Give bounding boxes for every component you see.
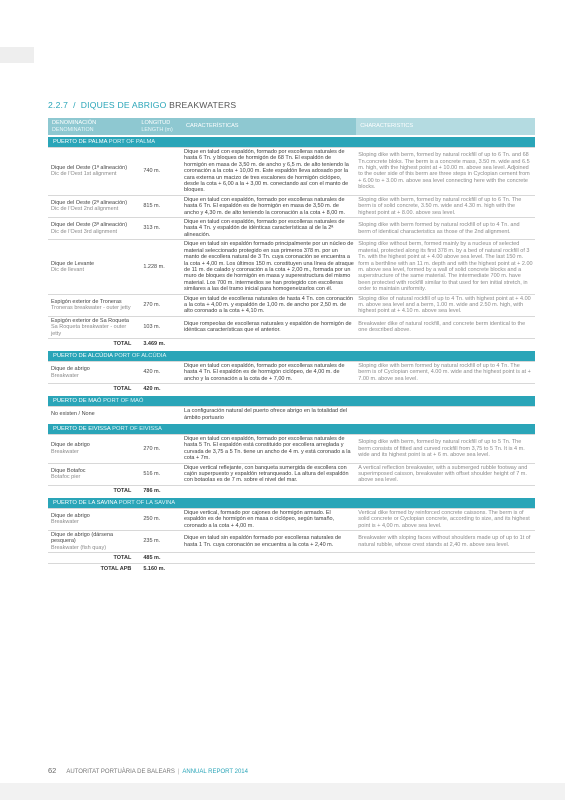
breakwater-name <box>48 148 137 196</box>
breakwater-length: 250 m. <box>137 508 182 530</box>
breakwater-length: 815 m. <box>137 195 182 217</box>
breakwater-name-en: Botafoc pier <box>51 474 81 481</box>
breakwater-name <box>48 316 137 338</box>
description-en: Sloping dike without berm, formed mainly by a nucleus of selected material, protected along its first 378 m. by a bed of natural rockfill of 3 Tn. with the highest point at + 4.00 above sea level. The last 150 m. form a berthline with an 11 m. depth and with the highest point at + 2.00 m. above sea level, formed by a wall of solid concrete blocks and a superstructure of the same material. The intermediate 700 m. have been protected with rockfill similar to that used for ten initial stretch, in order to maintain uniformity. <box>356 240 535 294</box>
total-value: 420 m. <box>137 384 182 396</box>
group-row <box>48 497 535 509</box>
breakwater-name <box>48 407 137 423</box>
breakwater-length: 313 m. <box>137 218 182 240</box>
breakwater-length: 740 m. <box>137 148 182 196</box>
breakwater-name <box>48 463 137 485</box>
breakwater-name-es: Dique del Oeste (3ª alineación) <box>51 222 128 229</box>
description-en: A vertical reflection breakwater, with a submerged rubble footway and superimposed caisson, breakwater with offset shoulder height of 7 m. above sea level. <box>356 463 535 485</box>
description-es: Dique en talud sin espaldón formado por escolleras naturales de hasta 1 Tn. cuya coronación se encuentra a la cota + 2,40 m. <box>182 531 356 553</box>
breakwater-name-es: Dique de abrigo (dársena pesquera) <box>51 532 114 545</box>
breakwater-name <box>48 240 137 294</box>
total-label: TOTAL <box>48 553 137 564</box>
breakwater-name <box>48 531 137 553</box>
page-number: 62 <box>48 766 57 775</box>
breakwater-name-en: Breakwater (fish quay) <box>51 544 107 551</box>
description-es: Dique vertical, formado por cajones de hormigón armado. El espaldón es de hormigón en masa o ciclópeo, según tamaño, coronado a la cota + 4,00 m. <box>182 508 356 530</box>
description-en: Sloping dike with berm formed by natural rockfill of up to 4 Tn. The berm is of Cyclopian cement, 4.00 m. wide and the highest point is at + 7.00 m. above sea level. <box>356 361 535 383</box>
header-characteristics-en <box>356 118 535 136</box>
breakwater-name-es: Dique de abrigo <box>51 366 90 373</box>
breakwater-length: 270 m. <box>137 294 182 316</box>
table-header-row <box>48 118 535 136</box>
description-en: Vertical dike formed by reinforced concrete caissons. The berm is of solid concrete or Cyclopian concrete, according to size, and its highest point is + 4,00 m. above sea level. <box>356 508 535 530</box>
table-row <box>48 508 535 530</box>
total-value: 485 m. <box>137 553 182 564</box>
header-denomination-en: DENOMINATION <box>52 126 94 133</box>
table-row <box>48 316 535 338</box>
total-value: 786 m. <box>137 485 182 497</box>
breakwater-length: 516 m. <box>137 463 182 485</box>
breakwater-length: 1.228 m. <box>137 240 182 294</box>
total-label: TOTAL <box>48 338 137 350</box>
breakwater-name-en: Troneras breakwater - outer jetty <box>51 305 131 312</box>
footer-separator: | <box>177 769 180 775</box>
breakwater-name <box>48 435 137 464</box>
breakwater-name-en: Breakwater <box>51 372 79 379</box>
section-heading <box>48 100 236 110</box>
group-title <box>48 497 535 509</box>
description-es: Dique vertical reflejante, con banqueta sumergida de escollera con cajón superpuesto y espaldón retranqueado. La altura del espaldón con botaolas es de 7 m. sobre el nivel del mar. <box>182 463 356 485</box>
breakwater-name-en: Dic de l’Oest 2nd alignment <box>51 206 119 213</box>
bottom-band <box>0 783 565 800</box>
breakwater-name-es: Espigón exterior de Troneras <box>51 298 122 305</box>
description-en: Sloping dike with berm formed by natural rockfill of up to 4 Tn. and berm of identical characteristics as those of the 2nd alignment. <box>356 218 535 240</box>
total-spacer <box>182 553 356 564</box>
group-title-en: PORT OF LA SAVINA <box>118 499 176 506</box>
grand-total-label: TOTAL APB <box>48 564 137 575</box>
total-spacer <box>182 564 356 575</box>
corner-tab <box>0 47 34 63</box>
breakwater-name <box>48 218 137 240</box>
section-separator: / <box>73 100 76 110</box>
breakwater-name-en: Dic de l’Oest 3rd alignment <box>51 228 118 235</box>
group-title-en: PORT OF PALMA <box>108 138 156 145</box>
group-title-es: PUERTO DE LA SAVINA <box>53 499 118 506</box>
footer-report: ANNUAL REPORT 2014 <box>182 769 248 775</box>
header-denomination-es: DENOMINACIÓN <box>52 120 97 127</box>
breakwater-length: 270 m. <box>137 435 182 464</box>
table-row <box>48 435 535 464</box>
table-row <box>48 218 535 240</box>
grand-total-row <box>48 564 535 575</box>
table-row <box>48 294 535 316</box>
breakwater-name-en: Breakwater <box>51 448 79 455</box>
group-title-en: PORT OF MAÓ <box>103 397 144 404</box>
description-en: Sloping dike with berm, formed by natural rockfill of up to 5 Tn. The berm consists of fitted and curved rockfill from 3,75 to 5 Tn. It is 4 m. wide and its highest point is at + 6 m. above sea level. <box>356 435 535 464</box>
total-spacer <box>356 485 535 497</box>
table-row <box>48 531 535 553</box>
total-row <box>48 384 535 396</box>
breakwater-length: 235 m. <box>137 531 182 553</box>
breakwater-name-en: Dic de l’Oest 1st alignment <box>51 171 117 178</box>
description-en: Breakwater with sloping faces without shoulders made up of up to 1t of natural rubble, whose crest stands at 2,40 m. above sea level. <box>356 531 535 553</box>
table-row <box>48 195 535 217</box>
section-title-en: BREAKWATERS <box>169 100 237 110</box>
section-number: 2.2.7 <box>48 100 69 110</box>
grand-total-value: 5.160 m. <box>137 564 182 575</box>
group-title-en: PORT OF ALCÚDIA <box>114 352 167 359</box>
table-row <box>48 148 535 196</box>
table-body <box>48 136 535 574</box>
breakwater-name-es: Dique Botafoc <box>51 467 86 474</box>
header-characteristics-en-text: CHARACTERISTICS <box>360 123 414 130</box>
description-es: Dique en talud con espaldón, formado por escolleras naturales de hasta 4 Tn. El espaldón es de hormigón ciclópeo, de 4,00 m. de ancho y la coronación a la cota de + 7,00 m. <box>182 361 356 383</box>
total-spacer <box>356 553 535 564</box>
description-en <box>356 407 535 423</box>
total-spacer <box>182 485 356 497</box>
group-title-es: PUERTO DE EIVISSA <box>53 425 111 432</box>
total-label: TOTAL <box>48 485 137 497</box>
group-title <box>48 395 535 407</box>
breakwater-length: 420 m. <box>137 361 182 383</box>
breakwater-name-es: Dique de Levante <box>51 260 95 267</box>
breakwater-name-es: Dique del Oeste (1ª alineación) <box>51 165 128 172</box>
footer-org: AUTORITAT PORTUÀRIA DE BALEARS <box>66 769 175 775</box>
table-row <box>48 407 535 423</box>
group-row <box>48 423 535 435</box>
total-row <box>48 485 535 497</box>
table-row <box>48 463 535 485</box>
breakwater-name-es: Espigón exterior de Sa Roqueta <box>51 317 129 324</box>
description-es: La configuración natural del puerto ofrece abrigo en la totalidad del ámbito portuario <box>182 407 356 423</box>
total-spacer <box>356 564 535 575</box>
total-spacer <box>182 338 356 350</box>
header-denomination <box>48 118 137 136</box>
group-title <box>48 136 535 148</box>
breakwater-length <box>137 407 182 423</box>
description-es: Dique en talud sin espaldón formado principalmente por un núcleo de material seleccionado protegido en sus primeros 378 m. por un manto de escollera natural de 3 Tn. cuya coronación se encuentra a la cota + 4,00 m. Los últimos 150 m. constituyen una línea de atraque de 11 m. de calado y coronación a la cota + 2,00 m., formada por un muro de bloques de hormigón en masa y superestructura del mismo material. Los 700 m. intermedios se han protegido con escolleras similares a las del tramo inicial para homogeneizarlos con él. <box>182 240 356 294</box>
total-spacer <box>182 384 356 396</box>
description-en: Sloping dike of natural rockfill of up to 4 Tn. with highest point at + 4.00 m. above sea level and a berm, 1.00 m. wide and 2.50 m. high, with highest point at + 4.10 m. above sea level. <box>356 294 535 316</box>
header-characteristics-es <box>182 118 356 136</box>
total-spacer <box>356 384 535 396</box>
breakwater-name-es: No existen / None <box>51 411 95 418</box>
group-title-en: PORT OF EIVISSA <box>112 425 162 432</box>
group-row <box>48 136 535 148</box>
table-row <box>48 361 535 383</box>
description-en: Sloping dike with berm, formed by natural rockfill of up to 6 Tn. and 68 Tn.concrete bloks. The berm is a concrete mass, 3.50 m. wide and 6.5 m. high, with the highest point at + 10.00 m. above sea level. Adjoined to the outer side of this berm are three steps in Cyclopian cement from + 6.00 to + 3.00 m. above sea level connecting here with the concrete blocks. <box>356 148 535 196</box>
breakwater-name <box>48 508 137 530</box>
description-es: Dique en talud con espaldón, formado por escolleras naturales de hasta 6 Tn. El espaldón es de hormigón en masa de 3,50 m. de ancho y 4,30 m. de alto teniendo la coronación a la cota + 8,00 m. <box>182 195 356 217</box>
breakwater-name-en: Breakwater <box>51 519 79 526</box>
breakwater-name-en: Sa Roqueta breakwater - outer jetty <box>51 324 127 337</box>
description-es: Dique en talud con espaldón, formado por escolleras naturales de hasta 5 Tn. El espaldón está constituido por escollera arreglada y curvada de 3,75 a 5 Tn. tiene un ancho de 4 m. y está coronado a la cota + 7m. <box>182 435 356 464</box>
description-es: Dique en talud de escolleras naturales de hasta 4 Tn. con coronación a la cota + 4,00 m. y espaldón de 1,00 m. de ancho por 2,50 m. de alto coronado a la cota + 4,10 m. <box>182 294 356 316</box>
header-length-es: LONGITUD <box>141 120 171 127</box>
section-title-es: DIQUES DE ABRIGO <box>80 100 167 110</box>
breakwater-name <box>48 361 137 383</box>
breakwater-name <box>48 294 137 316</box>
breakwater-length: 103 m. <box>137 316 182 338</box>
total-label: TOTAL <box>48 384 137 396</box>
group-row <box>48 395 535 407</box>
description-es: Dique rompeolas de escolleras naturales y espaldón de hormigón de idénticas características que el anterior. <box>182 316 356 338</box>
header-characteristics-es-text: CARACTERÍSTICAS <box>186 123 239 130</box>
breakwaters-table <box>48 118 535 574</box>
header-length <box>137 118 182 136</box>
group-row <box>48 350 535 362</box>
total-spacer <box>356 338 535 350</box>
group-title-es: PUERTO DE ALCÚDIA <box>53 352 113 359</box>
page-footer <box>48 766 248 775</box>
group-title <box>48 350 535 362</box>
description-en: Breakwater dike of natural rockfill, and concrete berm identical to the one described above. <box>356 316 535 338</box>
header-length-en: LENGTH (m) <box>141 126 173 133</box>
group-title-es: PUERTO DE PALMA <box>53 138 108 145</box>
description-es: Dique en talud con espaldón, formado por escolleras naturales de hasta 6 Tn. y bloques de hormigón de 68 Tn. El espaldón de hormigón en masa de 3,50 m. de ancho y 6,5 m. de alto teniendo la coronación a la cota + 10,00 m. Este espaldón lleva adosado por la cara externa un macizo de tres escalones de hormigón ciclópeo, desde la cota + 6,00 a la + 3,00 m. conectando así con el manto de bloques. <box>182 148 356 196</box>
breakwater-name-es: Dique de abrigo <box>51 513 90 520</box>
table-row <box>48 240 535 294</box>
total-row <box>48 338 535 350</box>
description-en: Sloping dike with berm, formed by natural rockfill of up to 6 Tn. The berm is of solid concrete, 3.50 m. wide and 4.30 m. high with the highest point at + 8.00. above sea level. <box>356 195 535 217</box>
group-title <box>48 423 535 435</box>
description-es: Dique en talud con espaldón, formado por escolleras naturales de hasta 4 Tn. y espaldón de idénticas características al de la 2ª alineación. <box>182 218 356 240</box>
breakwater-name-en: Dic de llevant <box>51 266 85 273</box>
breakwater-name <box>48 195 137 217</box>
total-row <box>48 553 535 564</box>
group-title-es: PUERTO DE MAÓ <box>53 397 102 404</box>
total-value: 3.469 m. <box>137 338 182 350</box>
breakwater-name-es: Dique de abrigo <box>51 442 90 449</box>
breakwater-name-es: Dique del Oeste (2ª alineación) <box>51 200 128 207</box>
